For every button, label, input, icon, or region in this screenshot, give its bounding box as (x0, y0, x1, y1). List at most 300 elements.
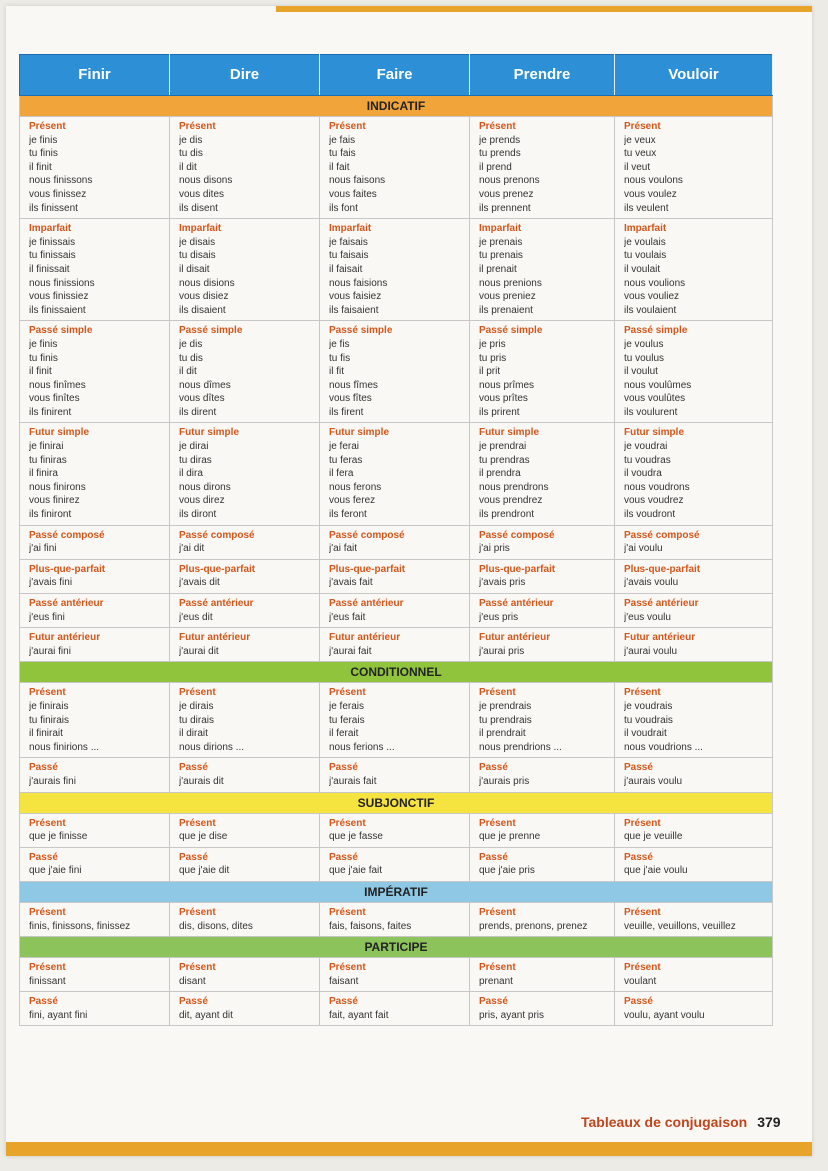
tense-label: Futur simple (179, 427, 240, 439)
verb-form: j'eus fini (29, 611, 65, 623)
conjugation-cell (320, 321, 470, 423)
tense-row (20, 902, 773, 936)
tense-label: Passé (624, 996, 653, 1008)
verb-form: nous prendrions ... (479, 741, 562, 753)
conjugation-cell (20, 594, 170, 628)
tense-row (20, 758, 773, 792)
verb-form: j'avais dit (179, 577, 220, 589)
verb-form: vous finissez (29, 188, 87, 200)
tense-label: Futur antérieur (624, 632, 696, 644)
verb-form: nous disions (179, 277, 235, 289)
verb-form: prends, prenons, prenez (479, 920, 588, 932)
verb-form: nous finissons (29, 175, 93, 187)
tense-row (20, 423, 773, 525)
verb-form: je dis (179, 134, 203, 146)
verb-form: j'aurais fini (29, 775, 76, 787)
conjugation-cell (170, 683, 320, 758)
tense-label: Présent (329, 121, 366, 132)
verb-header-dire: Dire (170, 55, 320, 96)
verb-form: nous finîmes (29, 379, 86, 391)
verb-form: il faisait (329, 263, 363, 275)
verb-form: je prends (479, 134, 521, 146)
verb-form: il dit (179, 366, 197, 378)
verb-form: nous faisions (329, 277, 388, 289)
tense-label: Passé (479, 762, 508, 774)
tense-label: Passé composé (179, 529, 255, 541)
tense-row (20, 683, 773, 758)
verb-form: j'aurai voulu (624, 645, 678, 657)
tense-label: Présent (29, 906, 66, 918)
verb-form: ils feront (329, 509, 367, 521)
verb-form: vous fîtes (329, 393, 372, 405)
tense-label: Imparfait (29, 223, 72, 235)
tense-label: Futur antérieur (329, 632, 401, 644)
verb-form: nous ferons (329, 481, 382, 493)
conjugation-cell (615, 559, 773, 593)
verb-form: vous faites (329, 188, 377, 200)
verb-form: il finissait (29, 263, 70, 275)
conjugation-cell (20, 525, 170, 559)
tense-label: Présent (624, 906, 661, 918)
conjugation-cell (615, 813, 773, 847)
verb-form: tu finissais (29, 250, 76, 262)
verb-form: il voudra (624, 468, 662, 480)
tense-label: Présent (479, 817, 516, 829)
tense-label: Passé antérieur (29, 598, 104, 609)
section-title: INDICATIF (20, 96, 773, 117)
verb-form: nous prendrons (479, 481, 549, 493)
conjugation-cell (170, 813, 320, 847)
verb-form: il voulait (624, 263, 661, 275)
conjugation-cell (20, 813, 170, 847)
tense-label: Passé (329, 996, 358, 1008)
footer-title: Tableaux de conjugaison (581, 1114, 748, 1130)
verb-form: nous finissions (29, 277, 95, 289)
tense-label: Imparfait (624, 223, 667, 235)
verb-form: il finirait (29, 728, 63, 740)
verb-form: j'aurai fait (329, 645, 372, 657)
verb-form: tu finiras (29, 454, 67, 466)
verb-form: que je finisse (29, 831, 88, 843)
verb-form: il fera (329, 468, 354, 480)
verb-form: tu pris (479, 352, 507, 364)
verb-form: ils veulent (624, 202, 669, 214)
verb-form: j'eus pris (479, 611, 519, 623)
conjugation-cell (615, 117, 773, 219)
tense-label: Passé composé (624, 529, 700, 541)
conjugation-cell (615, 758, 773, 792)
verb-form: voulant (624, 975, 657, 987)
verb-form: fini, ayant fini (29, 1009, 88, 1021)
conjugation-cell (615, 847, 773, 881)
verb-form: je dis (179, 338, 203, 350)
verb-form: tu faisais (329, 250, 369, 262)
verb-form: il prendra (479, 468, 521, 480)
conjugation-cell (470, 525, 615, 559)
section-title: CONDITIONNEL (20, 662, 773, 683)
tense-label: Passé simple (479, 325, 543, 337)
conjugation-cell (470, 559, 615, 593)
verb-form: tu prenais (479, 250, 523, 262)
verb-form: vous finirez (29, 495, 80, 507)
conjugation-cell (170, 992, 320, 1026)
tense-label: Futur simple (479, 427, 540, 439)
verb-form: j'ai dit (179, 543, 205, 555)
verb-header-vouloir: Vouloir (615, 55, 773, 96)
verb-form: il fit (329, 366, 344, 378)
conjugation-cell (20, 992, 170, 1026)
tense-label: Passé simple (329, 325, 393, 337)
verb-form: j'aurais dit (179, 775, 224, 787)
verb-form: que je veuille (624, 831, 683, 843)
bottom-color-band (6, 1142, 812, 1156)
tense-label: Passé composé (329, 529, 405, 541)
verb-form: j'eus voulu (624, 611, 671, 623)
conjugation-cell (320, 683, 470, 758)
verb-form: vous ferez (329, 495, 376, 507)
tense-label: Passé (329, 762, 358, 774)
tense-label: Présent (179, 962, 216, 974)
verb-form: j'aurais pris (479, 775, 530, 787)
conjugation-cell (470, 423, 615, 525)
tense-label: Présent (29, 121, 66, 132)
tense-row (20, 525, 773, 559)
tense-label: Passé antérieur (479, 598, 554, 609)
conjugation-cell (170, 902, 320, 936)
verb-form: faisant (329, 975, 359, 987)
tense-label: Futur simple (29, 427, 90, 439)
tense-label: Présent (624, 121, 661, 132)
conjugation-cell (470, 847, 615, 881)
verb-form: je finissais (29, 236, 76, 248)
tense-label: Présent (329, 962, 366, 974)
conjugation-cell (615, 902, 773, 936)
verb-form: je prenais (479, 236, 523, 248)
verb-form: que j'aie fini (29, 865, 82, 877)
conjugation-cell (170, 525, 320, 559)
verb-form: vous vouliez (624, 291, 680, 303)
verb-form: je veux (624, 134, 656, 146)
verb-form: que j'aie fait (329, 865, 383, 877)
verb-form: il prit (479, 366, 501, 378)
conjugation-cell (320, 758, 470, 792)
verb-form: je prendrais (479, 700, 532, 712)
conjugation-cell (320, 559, 470, 593)
verb-form: tu feras (329, 454, 363, 466)
verb-form: vous voudrez (624, 495, 684, 507)
section-header-row (20, 937, 773, 958)
verb-form: j'aurai fini (29, 645, 71, 657)
verb-form: ils finirent (29, 406, 72, 418)
tense-label: Présent (329, 906, 366, 918)
conjugation-body (20, 96, 773, 1026)
conjugation-cell (320, 423, 470, 525)
verb-form: que je dise (179, 831, 228, 843)
tense-label: Passé simple (29, 325, 93, 337)
tense-label: Présent (624, 817, 661, 829)
tense-label: Futur antérieur (29, 632, 101, 644)
tense-label: Passé antérieur (179, 598, 254, 609)
verb-form: j'eus fait (329, 611, 366, 623)
verb-form: je dirai (179, 441, 209, 453)
tense-label: Passé composé (479, 529, 555, 541)
tense-label: Passé (624, 762, 653, 774)
tense-row (20, 847, 773, 881)
conjugation-cell (615, 219, 773, 321)
verb-form: que je fasse (329, 831, 383, 843)
conjugation-cell (320, 594, 470, 628)
verb-form: il dira (179, 468, 203, 480)
verb-form: tu fis (329, 352, 351, 364)
tense-label: Passé (479, 996, 508, 1008)
verb-form: veuille, veuillons, veuillez (624, 920, 736, 932)
verb-header-finir: Finir (20, 55, 170, 96)
conjugation-cell (320, 813, 470, 847)
verb-header-row (20, 55, 773, 96)
verb-header-prendre: Prendre (470, 55, 615, 96)
verb-form: j'aurais voulu (624, 775, 683, 787)
page-footer (581, 1114, 781, 1130)
conjugation-cell (320, 219, 470, 321)
conjugation-cell (470, 992, 615, 1026)
conjugation-cell (470, 321, 615, 423)
verb-form: je voudrais (624, 700, 673, 712)
conjugation-cell (20, 321, 170, 423)
verb-form: je fis (329, 338, 350, 350)
verb-form: finissant (29, 975, 66, 987)
verb-form: j'eus dit (179, 611, 213, 623)
verb-form: je pris (479, 338, 506, 350)
tense-label: Passé composé (29, 529, 105, 541)
conjugation-cell (320, 847, 470, 881)
tense-row (20, 117, 773, 219)
verb-form: je disais (179, 236, 216, 248)
tense-label: Imparfait (329, 223, 372, 235)
verb-form: nous faisons (329, 175, 386, 187)
verb-form: tu dis (179, 148, 203, 160)
conjugation-cell (470, 683, 615, 758)
verb-form: je finirais (29, 700, 69, 712)
conjugation-cell (615, 525, 773, 559)
verb-form: nous prenons (479, 175, 540, 187)
verb-form: ils prirent (479, 406, 520, 418)
verb-form: j'avais fait (329, 577, 373, 589)
verb-form: tu prends (479, 148, 521, 160)
verb-form: nous prenions (479, 277, 542, 289)
conjugation-cell (20, 219, 170, 321)
verb-form: il fait (329, 161, 350, 173)
verb-form: que j'aie dit (179, 865, 230, 877)
conjugation-cell (470, 117, 615, 219)
tense-label: Présent (179, 121, 216, 132)
verb-form: vous dites (179, 188, 225, 200)
verb-form: nous fîmes (329, 379, 378, 391)
tense-label: Futur antérieur (479, 632, 551, 644)
verb-form: ils finissaient (29, 304, 86, 316)
tense-label: Présent (479, 962, 516, 974)
verb-form: tu voulais (624, 250, 667, 262)
verb-form: vous preniez (479, 291, 536, 303)
verb-form: nous voulons (624, 175, 683, 187)
verb-form: je fais (329, 134, 356, 146)
conjugation-cell (615, 992, 773, 1026)
verb-form: prenant (479, 975, 513, 987)
conjugation-cell (320, 525, 470, 559)
verb-form: vous finissiez (29, 291, 89, 303)
tense-label: Futur antérieur (179, 632, 251, 644)
conjugation-cell (470, 219, 615, 321)
verb-form: nous finirons (29, 481, 86, 493)
verb-form: j'ai fini (29, 543, 57, 555)
verb-form: nous disons (179, 175, 233, 187)
tense-label: Passé (179, 762, 208, 774)
conjugation-cell (470, 958, 615, 992)
tense-row (20, 321, 773, 423)
tense-label: Présent (479, 121, 516, 132)
tense-label: Passé (624, 851, 653, 863)
verb-header-faire: Faire (320, 55, 470, 96)
verb-form: ils voudront (624, 509, 676, 521)
verb-form: je finis (29, 338, 58, 350)
verb-form: il finit (29, 161, 52, 173)
verb-form: ils font (329, 202, 358, 214)
tense-label: Plus-que-parfait (179, 563, 256, 575)
verb-form: tu veux (624, 148, 657, 160)
book-page (6, 6, 812, 1156)
conjugation-cell (615, 958, 773, 992)
conjugation-table (19, 54, 773, 1026)
verb-form: je dirais (179, 700, 214, 712)
verb-form: il veut (624, 161, 651, 173)
section-title: IMPÉRATIF (20, 881, 773, 902)
tense-label: Présent (624, 962, 661, 974)
tense-label: Passé (29, 996, 58, 1008)
verb-form: ils finissent (29, 202, 78, 214)
verb-form: je ferai (329, 441, 360, 453)
top-color-band (276, 6, 812, 12)
conjugation-cell (20, 683, 170, 758)
conjugation-cell (170, 321, 320, 423)
verb-form: ils diront (179, 509, 217, 521)
conjugation-cell (170, 628, 320, 662)
conjugation-cell (170, 219, 320, 321)
tense-row (20, 992, 773, 1026)
verb-form: dit, ayant dit (179, 1009, 233, 1021)
verb-form: tu voudras (624, 454, 671, 466)
verb-form: il voudrait (624, 728, 667, 740)
verb-form: j'ai voulu (624, 543, 663, 555)
tense-row (20, 219, 773, 321)
conjugation-cell (170, 958, 320, 992)
tense-row (20, 628, 773, 662)
verb-form: nous dîmes (179, 379, 231, 391)
verb-form: ils disaient (179, 304, 226, 316)
verb-form: je finirai (29, 441, 64, 453)
verb-form: tu voudrais (624, 714, 673, 726)
conjugation-cell (20, 559, 170, 593)
verb-form: disant (179, 975, 206, 987)
verb-form: je voulus (624, 338, 664, 350)
conjugation-cell (615, 423, 773, 525)
tense-label: Plus-que-parfait (329, 563, 406, 575)
verb-form: vous prendrez (479, 495, 543, 507)
verb-form: vous prîtes (479, 393, 528, 405)
tense-label: Passé (29, 851, 58, 863)
tense-label: Passé simple (624, 325, 688, 337)
verb-form: je finis (29, 134, 58, 146)
tense-label: Plus-que-parfait (624, 563, 701, 575)
verb-form: je ferais (329, 700, 365, 712)
verb-form: dis, disons, dites (179, 920, 253, 932)
verb-form: ils finiront (29, 509, 72, 521)
verb-form: ils voulaient (624, 304, 677, 316)
verb-form: nous voulûmes (624, 379, 692, 391)
verb-form: ils voulurent (624, 406, 678, 418)
conjugation-cell (470, 594, 615, 628)
verb-form: il prend (479, 161, 512, 173)
verb-form: tu fais (329, 148, 356, 160)
tense-row (20, 813, 773, 847)
conjugation-cell (20, 117, 170, 219)
conjugation-cell (20, 758, 170, 792)
tense-label: Présent (179, 687, 216, 699)
conjugation-cell (320, 902, 470, 936)
verb-form: vous direz (179, 495, 225, 507)
tense-label: Passé (479, 851, 508, 863)
verb-form: tu dirais (179, 714, 215, 726)
conjugation-cell (470, 758, 615, 792)
verb-form: je prendrai (479, 441, 527, 453)
tense-label: Présent (329, 687, 366, 699)
verb-form: ils dirent (179, 406, 217, 418)
tense-label: Plus-que-parfait (29, 563, 106, 575)
tense-label: Présent (179, 817, 216, 829)
page-number: 379 (757, 1114, 781, 1130)
tense-label: Présent (29, 962, 66, 974)
verb-form: voulu, ayant voulu (624, 1009, 705, 1021)
tense-label: Présent (479, 687, 516, 699)
tense-label: Futur simple (624, 427, 685, 439)
verb-form: il ferait (329, 728, 359, 740)
verb-form: il prendrait (479, 728, 526, 740)
verb-form: ils prennent (479, 202, 531, 214)
verb-form: il dirait (179, 728, 208, 740)
verb-form: tu dis (179, 352, 203, 364)
verb-form: ils prendront (479, 509, 535, 521)
verb-form: j'aurais fait (329, 775, 377, 787)
verb-form: nous voudrons (624, 481, 690, 493)
verb-form: tu voulus (624, 352, 665, 364)
tense-label: Imparfait (179, 223, 222, 235)
conjugation-cell (170, 117, 320, 219)
tense-label: Présent (624, 687, 661, 699)
verb-form: tu disais (179, 250, 216, 262)
conjugation-cell (615, 594, 773, 628)
conjugation-cell (20, 847, 170, 881)
verb-form: nous prîmes (479, 379, 535, 391)
tense-row (20, 958, 773, 992)
conjugation-cell (20, 902, 170, 936)
tense-label: Futur simple (329, 427, 390, 439)
tense-label: Présent (329, 817, 366, 829)
conjugation-cell (615, 628, 773, 662)
verb-form: nous voudrions ... (624, 741, 703, 753)
conjugation-cell (170, 423, 320, 525)
verb-form: vous finîtes (29, 393, 80, 405)
verb-form: finis, finissons, finissez (29, 920, 131, 932)
verb-form: il voulut (624, 366, 658, 378)
verb-form: ils disent (179, 202, 218, 214)
